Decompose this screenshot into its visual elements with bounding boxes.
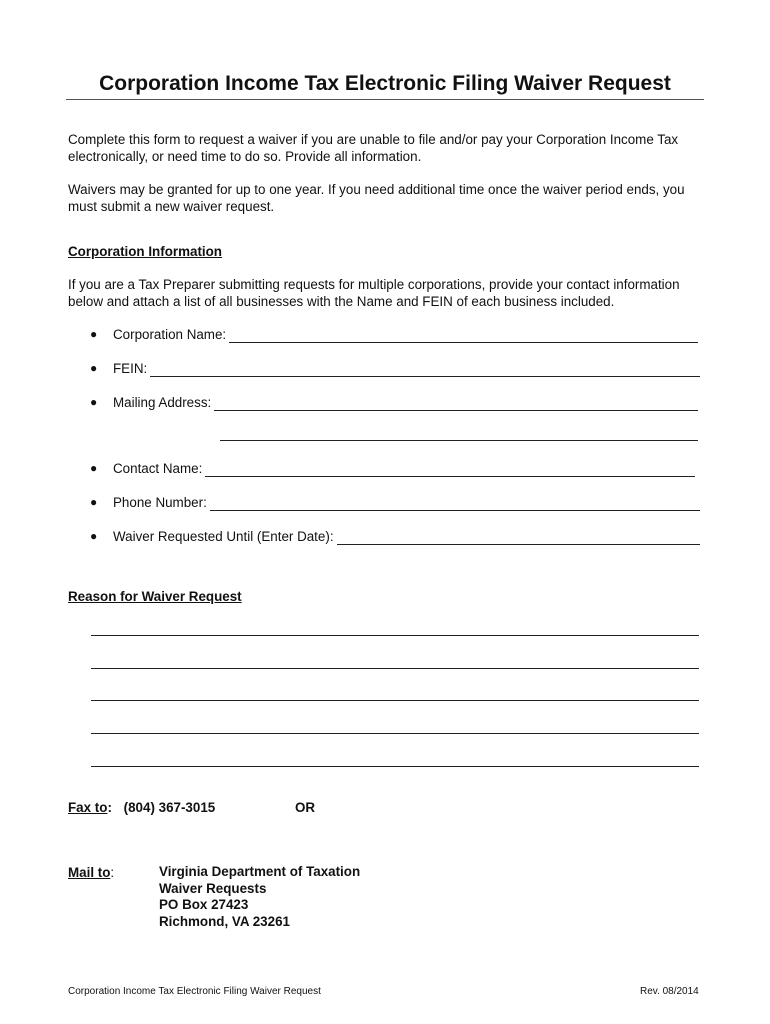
reason-heading: Reason for Waiver Request (68, 589, 242, 604)
fax-colon: : (107, 800, 112, 815)
or-text: OR (295, 800, 316, 815)
reason-line-5[interactable] (91, 766, 699, 767)
address-line-4: Richmond, VA 23261 (159, 913, 290, 929)
waiver-date-input[interactable] (337, 530, 700, 545)
bullet: ● (90, 529, 98, 543)
address-line-2: Waiver Requests (159, 880, 267, 896)
footer-revision: Rev. 08/2014 (640, 986, 699, 997)
bullet: ● (90, 461, 98, 475)
bullet: ● (90, 361, 98, 375)
waiver-date-field (90, 528, 700, 545)
fein-label: FEIN: (113, 361, 148, 376)
reason-line-3[interactable] (91, 700, 699, 701)
contact-name-field (90, 460, 695, 477)
reason-line-2[interactable] (91, 668, 699, 669)
intro-paragraph-2: Waivers may be granted for up to one year. If you need additional time once the waiver period ends, you must submit a new waiver request. (68, 182, 685, 214)
fax-number: (804) 367-3015 (123, 800, 216, 815)
corp-info-heading: Corporation Information (68, 244, 222, 259)
mailing-address-field (90, 394, 698, 411)
contact-name-input[interactable] (205, 462, 695, 477)
waiver-date-label: Waiver Requested Until (Enter Date): (113, 529, 334, 544)
mail-label: Mail to (68, 865, 111, 880)
fax-label: Fax to (68, 800, 108, 815)
address-line-1: Virginia Department of Taxation (159, 864, 361, 879)
corporation-name-input[interactable] (229, 328, 698, 343)
mailing-address-label: Mailing Address: (113, 395, 212, 410)
title-rule (66, 99, 704, 100)
mail-address (159, 864, 360, 930)
mailing-address-input[interactable] (214, 396, 698, 411)
reason-line-4[interactable] (91, 733, 699, 734)
phone-number-label: Phone Number: (113, 495, 207, 510)
fein-field (90, 360, 700, 377)
phone-number-input[interactable] (210, 496, 700, 511)
mail-colon: : (110, 865, 115, 880)
contact-name-label: Contact Name: (113, 461, 203, 476)
form-title: Corporation Income Tax Electronic Filing Waiver Request (99, 72, 671, 95)
corp-info-instructions: If you are a Tax Preparer submitting requests for multiple corporations, provide your contact information below and attach a list of all businesses with the Name and FEIN of each business included. (68, 277, 680, 309)
fein-input[interactable] (150, 362, 700, 377)
bullet: ● (90, 495, 98, 509)
mailing-address-line-2[interactable] (220, 440, 698, 441)
mail-label-row (68, 864, 114, 881)
address-line-3: PO Box 27423 (159, 897, 249, 912)
intro-paragraph-1: Complete this form to request a waiver if you are unable to file and/or pay your Corporation Income Tax electronically, or need time to do so. Provide all information. (68, 132, 679, 164)
corporation-name-label: Corporation Name: (113, 327, 227, 342)
corporation-name-field (90, 326, 698, 343)
bullet: ● (90, 327, 98, 341)
footer-title: Corporation Income Tax Electronic Filing Waiver Request (68, 986, 321, 997)
bullet: ● (90, 395, 98, 409)
fax-row (68, 799, 215, 816)
phone-number-field (90, 494, 700, 511)
reason-line-1[interactable] (91, 635, 699, 636)
